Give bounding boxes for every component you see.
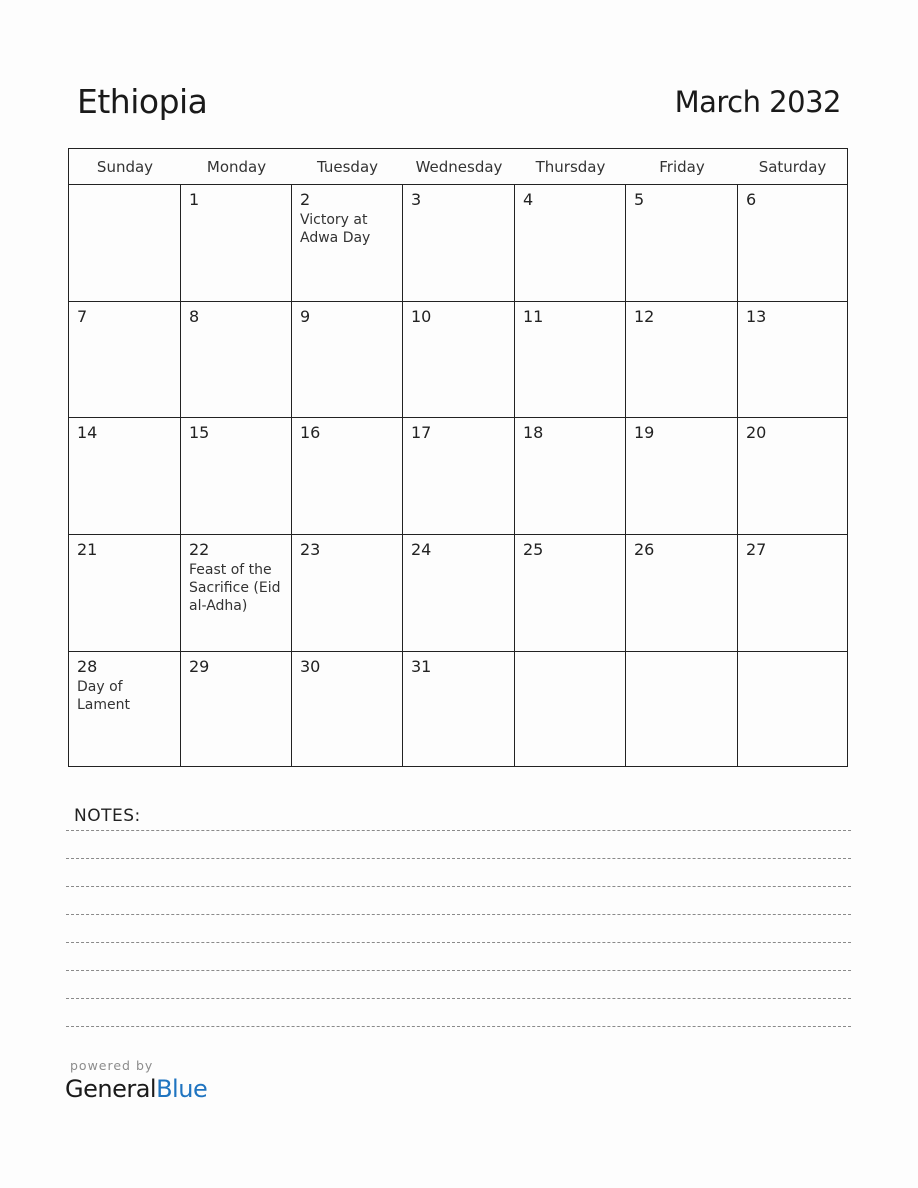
- calendar-grid: [68, 148, 848, 767]
- weekday-header-tuesday: Tuesday: [316, 158, 379, 176]
- day-cell-7[interactable]: [69, 302, 181, 418]
- notes-line[interactable]: [66, 1026, 851, 1027]
- day-number: 30: [300, 657, 321, 676]
- day-number: 9: [300, 307, 311, 326]
- day-number: 23: [300, 540, 321, 559]
- day-number: 18: [523, 423, 544, 442]
- notes-line[interactable]: [66, 858, 851, 859]
- country-title: Ethiopia: [77, 82, 208, 121]
- day-number: 12: [634, 307, 655, 326]
- day-number: 26: [634, 540, 655, 559]
- day-number: 27: [746, 540, 767, 559]
- day-cell-23[interactable]: [292, 535, 403, 652]
- day-number: 19: [634, 423, 655, 442]
- day-number: 4: [523, 190, 534, 209]
- day-number: 6: [746, 190, 757, 209]
- day-number: 10: [411, 307, 432, 326]
- day-cell-20[interactable]: [738, 418, 847, 535]
- day-number: 25: [523, 540, 544, 559]
- day-number: 22: [189, 540, 210, 559]
- day-number: 5: [634, 190, 645, 209]
- notes-line[interactable]: [66, 942, 851, 943]
- day-cell-13[interactable]: [738, 302, 847, 418]
- empty-day-cell: [69, 185, 181, 302]
- day-cell-3[interactable]: [403, 185, 515, 302]
- day-cell-5[interactable]: [626, 185, 738, 302]
- month-year-title: March 2032: [674, 85, 841, 119]
- day-number: 15: [189, 423, 210, 442]
- day-cell-15[interactable]: [181, 418, 292, 535]
- day-number: 24: [411, 540, 432, 559]
- notes-line[interactable]: [66, 970, 851, 971]
- empty-day-cell: [626, 652, 738, 766]
- day-cell-10[interactable]: [403, 302, 515, 418]
- day-number: 3: [411, 190, 422, 209]
- notes-line[interactable]: [66, 886, 851, 887]
- brand-general: General: [65, 1075, 157, 1103]
- weekday-header-friday: Friday: [659, 158, 705, 176]
- powered-by-text: powered by: [70, 1058, 154, 1073]
- day-number: 31: [411, 657, 432, 676]
- day-number: 16: [300, 423, 321, 442]
- notes-line[interactable]: [66, 914, 851, 915]
- day-number: 2: [300, 190, 311, 209]
- day-cell-24[interactable]: [403, 535, 515, 652]
- day-number: 17: [411, 423, 432, 442]
- day-cell-30[interactable]: [292, 652, 403, 766]
- day-number: 13: [746, 307, 767, 326]
- day-cell-6[interactable]: [738, 185, 847, 302]
- holiday-label: Feast of the Sacrifice (Eid al-Adha): [189, 562, 281, 614]
- day-cell-27[interactable]: [738, 535, 847, 652]
- day-cell-21[interactable]: [69, 535, 181, 652]
- day-cell-11[interactable]: [515, 302, 626, 418]
- weekday-header-monday: Monday: [206, 158, 267, 176]
- weekday-header-thursday: Thursday: [535, 158, 606, 176]
- day-number: 8: [189, 307, 200, 326]
- weekday-header-sunday: Sunday: [96, 158, 154, 176]
- day-number: 21: [77, 540, 98, 559]
- day-cell-17[interactable]: [403, 418, 515, 535]
- day-cell-14[interactable]: [69, 418, 181, 535]
- holiday-label: Victory at Adwa Day: [300, 212, 371, 246]
- weekday-header-saturday: Saturday: [758, 158, 827, 176]
- weekday-header-wednesday: Wednesday: [415, 158, 503, 176]
- empty-day-cell: [738, 652, 847, 766]
- day-cell-12[interactable]: [626, 302, 738, 418]
- notes-line[interactable]: [66, 998, 851, 999]
- empty-day-cell: [515, 652, 626, 766]
- day-cell-29[interactable]: [181, 652, 292, 766]
- weekday-header-row: [69, 149, 847, 185]
- day-number: 1: [189, 190, 200, 209]
- day-cell-26[interactable]: [626, 535, 738, 652]
- day-cell-2[interactable]: [292, 185, 403, 302]
- day-number: 7: [77, 307, 88, 326]
- day-number: 28: [77, 657, 98, 676]
- day-cell-25[interactable]: [515, 535, 626, 652]
- generalblue-logo[interactable]: [65, 1074, 207, 1104]
- day-cell-16[interactable]: [292, 418, 403, 535]
- day-cell-9[interactable]: [292, 302, 403, 418]
- notes-line[interactable]: [66, 830, 851, 831]
- notes-label: NOTES:: [74, 806, 141, 826]
- day-cell-19[interactable]: [626, 418, 738, 535]
- day-cell-31[interactable]: [403, 652, 515, 766]
- day-number: 29: [189, 657, 210, 676]
- day-cell-8[interactable]: [181, 302, 292, 418]
- day-cell-28[interactable]: [69, 652, 181, 766]
- day-number: 14: [77, 423, 98, 442]
- day-number: 20: [746, 423, 767, 442]
- brand-blue: Blue: [156, 1075, 208, 1103]
- day-cell-18[interactable]: [515, 418, 626, 535]
- holiday-label: Day of Lament: [77, 679, 130, 713]
- day-number: 11: [523, 307, 544, 326]
- day-cell-1[interactable]: [181, 185, 292, 302]
- day-cell-22[interactable]: [181, 535, 292, 652]
- day-cell-4[interactable]: [515, 185, 626, 302]
